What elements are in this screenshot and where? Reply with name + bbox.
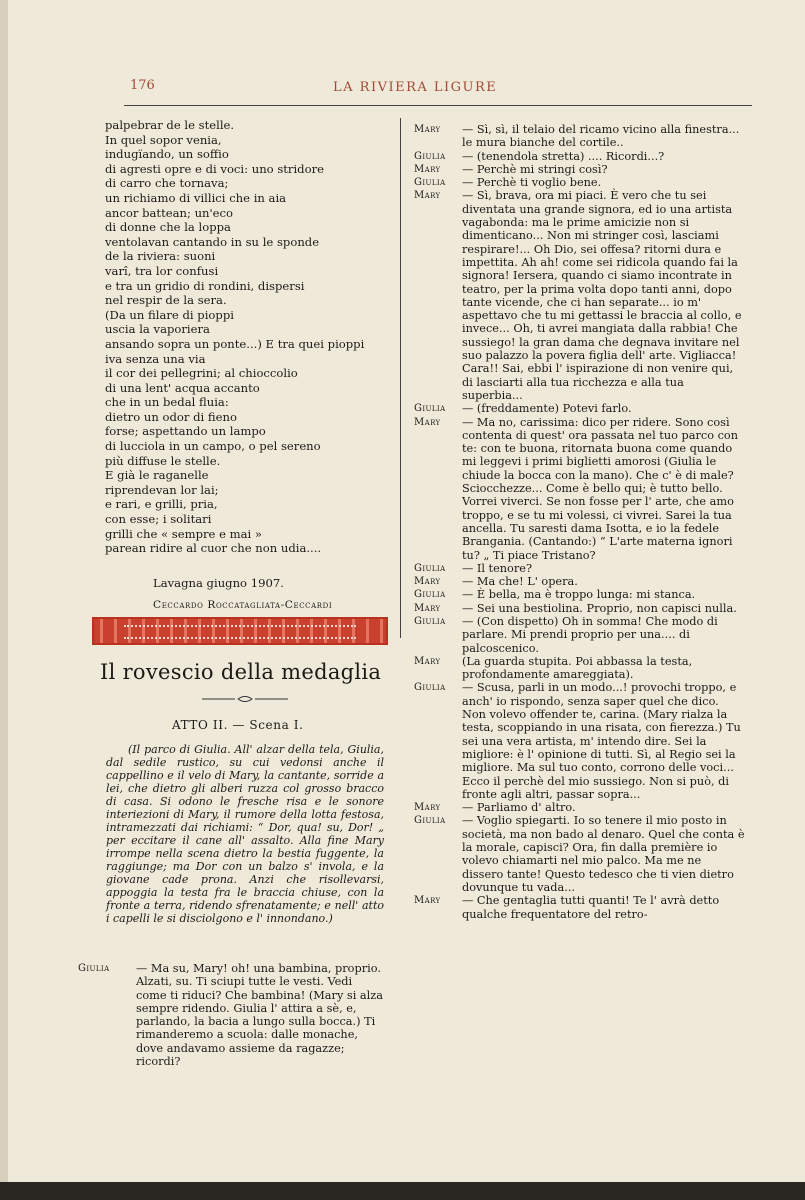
dialogue-line: [400, 615, 745, 655]
poem-line: il cor dei pellegrini; al chioccolio: [105, 366, 298, 381]
poem-line: più diffuse le stelle.: [105, 453, 221, 468]
speech-text: — Sì, brava, ora mi piaci. È vero che tu sei diventata una grande signora, ed io una artista vagabonda: ma le prime amicizie non si dimenticano... Non mi stringer così, lasciami respirare!... Oh Dio, sei offesa? ritorni dura e impettita. Ah ah! come sei ridicola quando fai la signora! Iersera, quando ci siamo incontrate in teatro, per la prima volta dopo tanti anni, dopo tante vicende, che ci han separate... io m' aspettavo che tu mi gettassi le braccia al collo, e invece... Oh, ti avrei mangiata dalla rabbia! Che sussiego! la gran dama che degnava invitare nel suo palazzo la povera figlia dell' arte. Vigliacca! Cara!! Sai, ebbi l' ispirazione di non venire qui, di lasciarti alla tua ricchezza e alla tua superbia...: [462, 189, 742, 402]
speaker-name: Giulia: [414, 177, 446, 189]
dialogue-line: [400, 123, 745, 150]
speech-text: — Voglio spiegarti. Io so tenere il mio posto in società, ma non bado al denaro. Quel che conta è la morale, capisci? Ora, fin dalla première io volevo chiamarti nel mio palco. Ma me ne dissero tante! Questo tedesco che ti vien dietro dovunque tu vada...: [462, 814, 745, 894]
dialogue-line: [400, 575, 745, 588]
speech-text: — Sei una bestiolina. Proprio, non capisci nulla.: [462, 601, 737, 615]
speaker-name: Giulia: [414, 682, 446, 694]
act-scene-heading: ATTO II. — Scena I.: [172, 718, 304, 732]
dialogue-line: [400, 894, 745, 921]
dialogue-line: [400, 655, 745, 682]
poem-line: di agresti opre e di voci: uno stridore: [105, 161, 324, 176]
poem-line: ventolavan cantando in su le sponde: [105, 234, 320, 249]
dialogue-line: [400, 801, 745, 814]
page-edge-shadow: [0, 0, 8, 1200]
poem-line: de la riviera: suoni: [105, 249, 216, 264]
speech-text: — (freddamente) Potevi farlo.: [462, 402, 632, 416]
poem-line: e tra un gridio di rondini, dispersi: [105, 278, 305, 293]
header-rule: [124, 105, 752, 106]
poem-line: dietro un odor di fieno: [105, 409, 237, 424]
speaker-name: Mary: [414, 576, 441, 588]
speaker-name: Giulia: [414, 815, 446, 827]
dialogue-line: [400, 814, 745, 894]
poem-line: di lucciola in un campo, o pel sereno: [105, 439, 321, 454]
speaker-name: Mary: [414, 124, 441, 135]
decorative-banner: [92, 617, 388, 645]
poem-place-date: Lavagna giugno 1907.: [153, 575, 284, 590]
poem-author: Ceccardo Roccatagliata-Ceccardi: [153, 598, 333, 611]
speech-text: — Il tenore?: [462, 561, 532, 575]
speaker-name: Giulia: [414, 615, 446, 627]
dialogue-line: [400, 416, 745, 562]
dialogue-line: [400, 402, 745, 415]
poem-column: [105, 118, 390, 611]
article-title: Il rovescio della medaglia: [100, 660, 382, 684]
poem-line: iva senza una via: [105, 351, 206, 366]
poem-line: indugïando, un soffio: [105, 147, 229, 162]
dialogue-column: [400, 123, 745, 921]
speaker-name: Mary: [414, 655, 441, 667]
speaker-name: Mary: [414, 190, 441, 202]
poem-line: In quel sopor venia,: [105, 132, 222, 147]
speech-text: — (tenendola stretta) .... Ricordi...?: [462, 149, 665, 163]
speech-text: — Parliamo d' altro.: [462, 801, 576, 815]
speech-text: — Ma su, Mary! oh! una bambina, proprio. Alzati, su. Ti sciupi tutte le vesti. Vedi come ti riduci? Che bambina! (Mary si alza sempre ridendo. Giulia l' attira a sè, e, parlando, la bacia a lungo sulla bocca.) Ti rimanderemo a scuola: dalle monache, dove andavamo assieme da ragazze; ricordi?: [136, 962, 383, 1069]
running-head: LA RIVIERA LIGURE: [333, 80, 498, 95]
speaker-name: Mary: [414, 802, 441, 814]
speech-text: (La guarda stupita. Poi abbassa la testa, profondamente amareggiata).: [462, 654, 693, 682]
poem-line: ancor battean; un'eco: [105, 205, 234, 220]
poem-line: di una lent' acqua accanto: [105, 380, 260, 395]
dialogue-line: [400, 562, 745, 575]
dialogue-line: [400, 602, 745, 615]
speech-text: — Scusa, parli in un modo...! provochi troppo, e anch' io rispondo, senza saper quel che dico. Non volevo offender te, carina. (Mary rialza la testa, scoppiando in una risata, con fierezza.) Tu sei una vera artista, m' intendo dire. Sei la migliore: è l' opinione di tutti. Sì, al Regio sei la migliore. Ma sul tuo conto, corrono delle voci... Ecco il perchè del mio sussiego. Non si può, di fronte agli altri, passar sopra...: [462, 681, 741, 801]
dialogue-line: [78, 962, 386, 1068]
poem-line: (Da un filare di pioppi: [105, 307, 234, 322]
dialogue-line: [400, 176, 745, 189]
poem-line: riprendevan lor lai;: [105, 482, 219, 497]
title-flourish-icon: [200, 694, 290, 704]
page-header: [125, 78, 745, 102]
dialogue-line: [400, 588, 745, 601]
poem-line: un richiamo di villici che in aia: [105, 190, 287, 205]
poem-line: palpebrar de le stelle.: [105, 118, 235, 132]
poem-line: forse; aspettando un lampo: [105, 424, 266, 439]
speaker-name: Giulia: [78, 963, 110, 974]
left-speech: [78, 962, 386, 1068]
poem-line: di donne che la loppa: [105, 220, 231, 235]
poem-lines: [105, 118, 390, 556]
speech-text: — Sì, sì, il telaio del ricamo vicino alla finestra... le mura bianche del cortile..: [462, 123, 740, 150]
speaker-name: Mary: [414, 416, 441, 428]
speech-text: — Perchè mi stringi così?: [462, 162, 608, 176]
speech-text: — Ma che! L' opera.: [462, 575, 578, 589]
speaker-name: Mary: [414, 163, 441, 175]
dialogue-line: [400, 681, 745, 801]
poem-line: uscia la vaporiera: [105, 322, 210, 337]
poem-line: parean ridire al cuor che non udia....: [105, 541, 322, 556]
poem-line: di carro che tornava;: [105, 176, 229, 191]
speech-text: — Perchè ti voglio bene.: [462, 176, 602, 190]
stage-direction: (Il parco di Giulia. All' alzar della tela, Giulia, dal sedile rustico, su cui vedonsi anche il cappellino e il velo di Mary, la cantante, sorride a lei, che dietro gli alberi ruzza col grosso bracco di casa. Si odono le fresche risa e le sonore interiezioni di Mary, il rumore della lotta festosa, intramezzati dai richiami: “ Dor, qua! su, Dor! „ per eccitare il cane all' assalto. Alla fine Mary irrompe nella scena dietro la bestia fuggente, la raggiunge; ma Dor con un balzo s' invola, e la giovane cade prona. Anzi che risollevarsi, appoggia la testa fra le braccia chiuse, con la fronte a terra, ridendo sfrenatamente; e nell' atto i capelli le si disciolgono e l' innondano.): [106, 743, 384, 925]
speaker-name: Giulia: [414, 589, 446, 601]
speaker-name: Giulia: [414, 562, 446, 574]
poem-line: nel respir de la sera.: [105, 293, 227, 308]
dialogue-line: [400, 189, 745, 402]
speaker-name: Mary: [414, 895, 441, 907]
page-number: 176: [130, 78, 155, 93]
poem-line: E già le raganelle: [105, 468, 209, 483]
speaker-name: Mary: [414, 602, 441, 614]
speaker-name: Giulia: [414, 403, 446, 415]
poem-line: che in un bedal fluia:: [105, 395, 229, 410]
speech-text: — (Con dispetto) Oh in somma! Che modo di parlare. Mi prendi proprio per una.... di palcoscenico.: [462, 614, 718, 655]
page-bottom-edge: [0, 1182, 805, 1200]
speech-text: — Che gentaglia tutti quanti! Te l' avrà detto qualche frequentatore del retro-: [462, 894, 720, 921]
poem-line: con esse; i solitari: [105, 512, 212, 527]
speaker-name: Giulia: [414, 150, 446, 162]
poem-line: e rari, e grilli, pria,: [105, 497, 218, 512]
poem-line: grilli che « sempre e mai »: [105, 526, 263, 541]
speech-text: — È bella, ma è troppo lunga: mi stanca.: [462, 588, 696, 602]
poem-line: ansando sopra un ponte...) E tra quei pioppi: [105, 336, 365, 351]
speech-text: — Ma no, carissima: dico per ridere. Sono così contenta di quest' ora passata nel tuo parco con te: con te buona, ritornata buona come quando mi leggevi i primi biglietti amorosi (Giulia le chiude la bocca con la mano). Che c' è di male? Sciocchezze... Come è bello qui; è tutto bello. Vorrei viverci. Se non fosse per l' arte, che amo troppo, e se tu mi volessi, ci vivrei. Sarei la tua ancella. Tu saresti dama Isotta, e io la fedele Brangania. (Cantando:) “ L'arte materna ignori tu? „ Ti piace Tristano?: [462, 415, 738, 562]
dialogue-line: [400, 163, 745, 176]
poem-line: varî, tra lor confusi: [105, 263, 219, 278]
dialogue-line: [400, 150, 745, 163]
